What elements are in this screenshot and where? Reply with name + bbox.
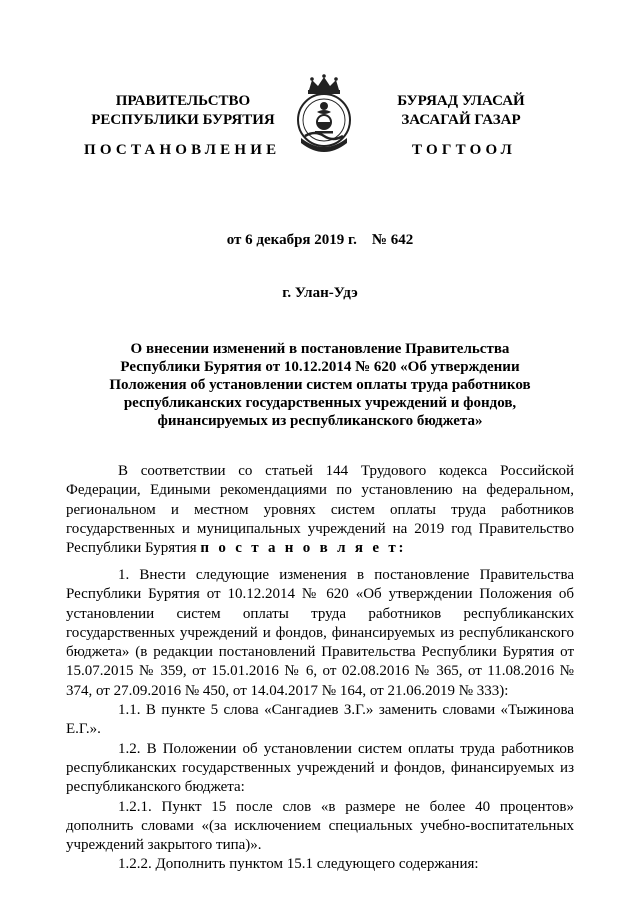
preamble-text: В соответствии со статьей 144 Трудового кодекса Российской Федерации, Едиными рекомендациями по установлению на федеральном, региональном и местном уровнях систем оплаты труда работников государственных и муниципальных учреждений на 2019 год Правительство Республики Бурятия xyxy=(66,463,574,557)
resolution-items xyxy=(66,566,574,875)
doc-type-right: ТОГТООЛ xyxy=(412,142,516,158)
header-left xyxy=(84,92,282,130)
header-right xyxy=(362,92,560,130)
title-line: Республики Бурятия от 10.12.2014 № 620 «Об утверждении xyxy=(120,359,520,375)
coat-of-arms-icon xyxy=(295,72,353,156)
item-1-2-2: 1.2.2. Дополнить пунктом 15.1 следующего содержания: xyxy=(118,856,479,873)
item-1-2: 1.2. В Положении об установлении систем оплаты труда работников республиканских государственных учреждений и фондов, финансируемых из республиканского бюджета: xyxy=(66,740,574,796)
header-left-line2: РЕСПУБЛИКИ БУРЯТИЯ xyxy=(91,112,275,128)
title-line: Положения об установлении систем оплаты труда работников xyxy=(109,377,531,393)
document-title xyxy=(88,340,552,430)
title-line: финансируемых из республиканского бюджета» xyxy=(157,413,483,429)
item-1: 1. Внести следующие изменения в постановление Правительства Республики Бурятия от 10.12.2014 № 620 «Об утверждении Положения об установлении систем оплаты труда работников республиканских государственных учреждений и фондов, финансируемых из республиканского бюджета» (в редакции постановлений Правительства Республики Бурятия от 15.07.2015 № 359, от 15.01.2016 № 6, от 02.08.2016 № 365, от 11.08.2016 № 374, от 27.09.2016 № 450, от 14.04.2017 № 164, от 21.06.2019 № 333): xyxy=(66,567,574,699)
city-line: г. Улан-Удэ xyxy=(282,285,358,301)
header-right-line1: БУРЯАД УЛАСАЙ xyxy=(397,93,525,109)
preamble-paragraph xyxy=(66,462,574,558)
title-line: республиканских государственных учреждений и фондов, xyxy=(123,395,517,411)
date-number-line: от 6 декабря 2019 г. № 642 xyxy=(226,232,414,248)
doc-type-left: ПОСТАНОВЛЕНИЕ xyxy=(84,142,281,158)
resolves-keyword: п о с т а н о в л я е т: xyxy=(200,540,407,557)
item-1-1: 1.1. В пункте 5 слова «Сангадиев З.Г.» заменить словами «Тыжинова Е.Г.». xyxy=(66,702,574,738)
item-1-2-1: 1.2.1. Пункт 15 после слов «в размере не более 40 процентов» дополнить словами «(за исключением специальных учебно-воспитательных учреждений закрытого типа)». xyxy=(66,798,574,854)
title-line: О внесении изменений в постановление Правительства xyxy=(130,341,510,357)
header-left-line1: ПРАВИТЕЛЬСТВО xyxy=(115,93,251,109)
header-right-line2: ЗАСАГАЙ ГАЗАР xyxy=(401,112,521,128)
